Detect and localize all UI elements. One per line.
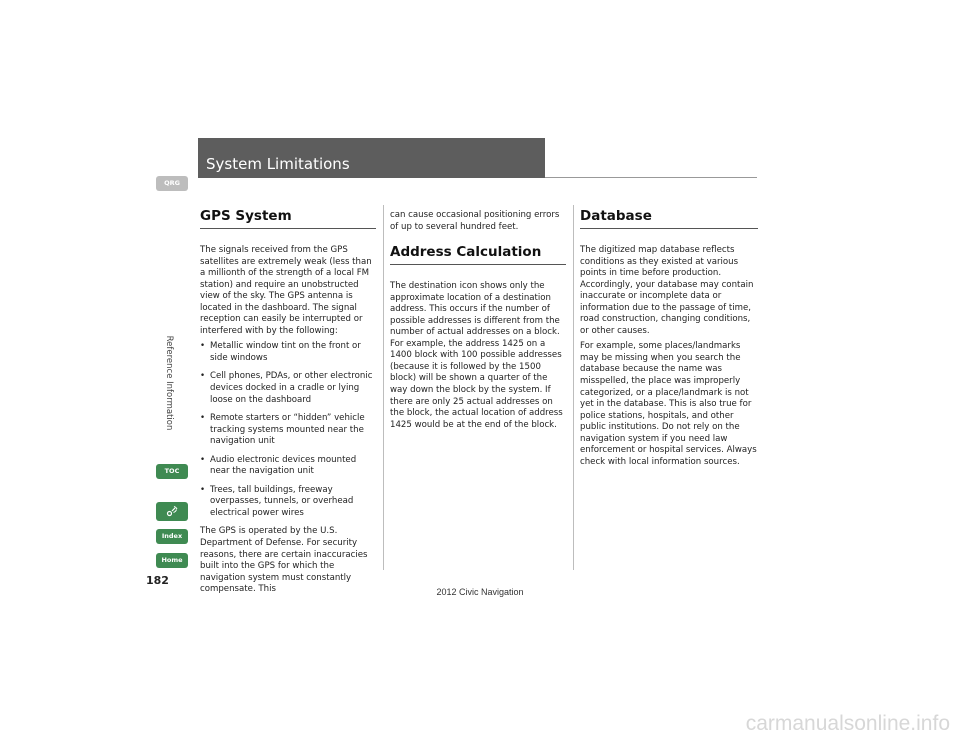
- gps-continuation-paragraph: can cause occasional positioning errors of up to several hundred feet.: [390, 210, 560, 232]
- bullet-icon: •: [200, 454, 206, 465]
- gps-intro-paragraph: The signals received from the GPS satellites are extremely weak (less than a millionth of the strength of a local FM station) and require an unobstructed view of the sky. The GPS antenna is located in the dashboard. The signal reception can easily be interrupted or interfered with by the following:: [200, 245, 372, 336]
- bullet-icon: •: [200, 484, 206, 495]
- address-calculation-paragraph: The destination icon shows only the approximate location of a destination address. This occurs if the number of possible addresses is different from the number of actual addresses on a block. For example, the address 1425 on a 1400 block with 100 possible addresses (because it is followed by the 1500 block) will be shown a quarter of the way down the block by the system. If there are only 25 actual addresses on the block, the actual location of address 1425 would be at the end of the block.: [390, 281, 563, 430]
- list-item: [200, 485, 376, 520]
- header-rule: [545, 177, 757, 178]
- page-number: 182: [146, 574, 169, 587]
- gps-outro-paragraph: The GPS is operated by the U.S. Department of Defense. For security reasons, there are certain inaccuracies built into the GPS for which the navigation system must constantly compensate. This: [200, 526, 368, 595]
- tab-home[interactable]: Home: [156, 553, 188, 568]
- heading-gps-system: GPS System: [200, 207, 376, 229]
- bullet-icon: •: [200, 341, 206, 352]
- bullet-icon: •: [200, 413, 206, 424]
- database-paragraph-2: For example, some places/landmarks may be missing when you search the database because the name was misspelled, the place was improperly categorized, or a place/landmark is not yet in the database. This is also true for police stations, hospitals, and other public institutions. Do not rely on the navigation system if you need law enforcement or hospital services. Always check with local information sources.: [580, 341, 757, 467]
- interference-list: [200, 341, 376, 519]
- footer-text: 2012 Civic Navigation: [436, 587, 524, 597]
- list-item-text: Cell phones, PDAs, or other electronic devices docked in a cradle or lying loose on the dashboard: [210, 371, 373, 405]
- list-item: [200, 341, 376, 364]
- list-item: [200, 455, 376, 478]
- list-item-text: Audio electronic devices mounted near the navigation unit: [210, 454, 357, 477]
- list-item-text: Remote starters or “hidden” vehicle tracking systems mounted near the navigation unit: [210, 413, 365, 447]
- column-divider: [383, 205, 384, 570]
- column-divider: [573, 205, 574, 570]
- tab-qrg[interactable]: QRG: [156, 176, 188, 191]
- list-item-text: Metallic window tint on the front or side windows: [210, 341, 361, 363]
- column-gps-system: [200, 207, 376, 600]
- tab-index[interactable]: Index: [156, 529, 188, 544]
- column-database: [580, 207, 758, 472]
- column-address-calculation: [390, 210, 566, 435]
- list-item: [200, 371, 376, 406]
- heading-address-calculation: Address Calculation: [390, 243, 566, 265]
- voice-command-icon: [165, 504, 179, 518]
- list-item: [200, 413, 376, 448]
- side-section-label: Reference Information: [164, 335, 174, 431]
- section-title: System Limitations: [206, 155, 350, 173]
- bullet-icon: •: [200, 371, 206, 382]
- heading-database: Database: [580, 207, 758, 229]
- list-item-text: Trees, tall buildings, freeway overpasses, tunnels, or overhead electrical power wires: [210, 484, 354, 518]
- database-paragraph-1: The digitized map database reflects conditions as they existed at various points in time before production. Accordingly, your database may contain inaccurate or incomplete data or information due to the passage of time, road construction, changing conditions, or other causes.: [580, 245, 754, 336]
- tab-toc[interactable]: TOC: [156, 464, 188, 479]
- tab-voice[interactable]: [156, 502, 188, 521]
- watermark: carmanualsonline.info: [745, 712, 950, 735]
